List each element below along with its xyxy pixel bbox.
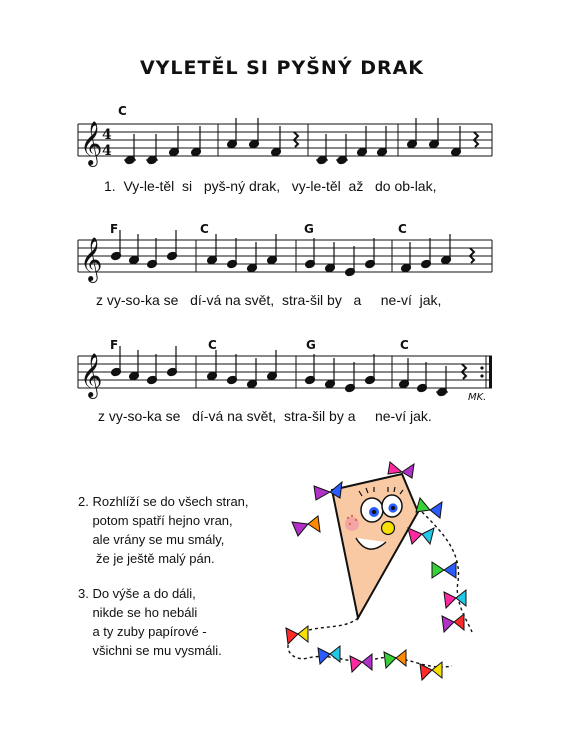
chord-label: C	[398, 222, 407, 236]
chord-label: F	[110, 222, 119, 236]
lyrics-line-2: z vy-so-ka se dí-vá na svět, stra-šil by a ne-ví jak,	[96, 292, 442, 308]
verse-3	[78, 584, 222, 660]
chord-label: C	[208, 338, 217, 352]
chord-label: F	[110, 338, 119, 352]
svg-text:𝄞: 𝄞	[80, 353, 103, 397]
verse-line: ale vrány se mu smály,	[78, 532, 225, 547]
lyrics-line-3: z vy-so-ka se dí-vá na svět, stra-šil by a ne-ví jak.	[98, 408, 432, 424]
lyrics-line-1: 1. Vy-le-těl si pyš-ný drak, vy-le-těl až do ob-lak,	[104, 178, 437, 194]
verse-line: nikde se ho nebáli	[78, 605, 198, 620]
author-initials: MK.	[468, 392, 487, 403]
chord-label: G	[304, 222, 314, 236]
chord-label: C	[200, 222, 209, 236]
chord-label: C	[400, 338, 409, 352]
verse-line: potom spatří hejno vran,	[78, 513, 233, 528]
chord-label: G	[306, 338, 316, 352]
chord-label: C	[118, 104, 127, 118]
svg-text:4: 4	[102, 143, 112, 159]
kite-illustration	[272, 452, 482, 702]
treble-clef: 𝄞	[80, 121, 103, 165]
verse-line: a ty zuby papírové -	[78, 624, 207, 639]
verse-2	[78, 492, 249, 568]
verse-line: že je ještě malý pán.	[78, 551, 215, 566]
song-title: VYLETĚL SI PYŠNÝ DRAK	[139, 57, 425, 79]
svg-text:4: 4	[102, 127, 112, 143]
verse-line: 3. Do výše a do dáli,	[78, 586, 196, 601]
verse-line: 2. Rozhlíží se do všech stran,	[78, 494, 249, 509]
verse-line: všichni se mu vysmáli.	[78, 643, 222, 658]
svg-text:𝄞: 𝄞	[80, 237, 103, 281]
